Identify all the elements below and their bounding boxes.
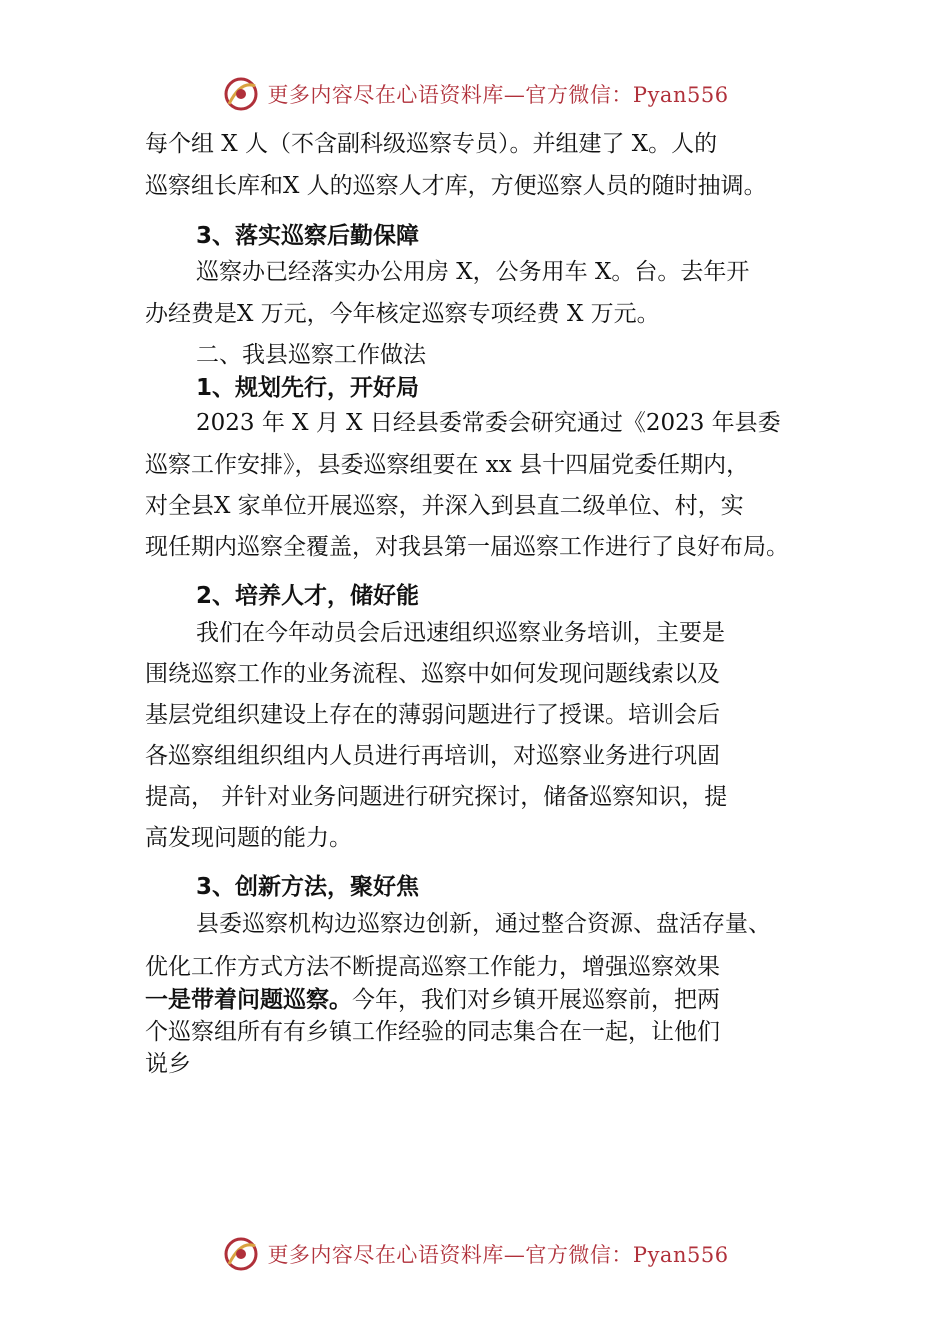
body-line: 对全县X 家单位开展巡察，并深入到县直二级单位、村，实	[145, 493, 744, 519]
section-heading: 3、创新方法，聚好焦	[196, 874, 420, 900]
body-line: 巡察组长库和X 人的巡察人才库，方便巡察人员的随时抽调。	[145, 173, 767, 199]
body-line: 个巡察组所有有乡镇工作经验的同志集合在一起，让他们	[145, 1019, 720, 1045]
section-heading: 1、规划先行，开好局	[196, 375, 420, 401]
body-line: 巡察办已经落实办公用房 X，公务用车 X。台。去年开	[196, 259, 750, 285]
body-line: 2023 年 X 月 X 日经县委常委会研究通过《2023 年县委	[196, 410, 781, 436]
bold-lead: 一是带着问题巡察。	[145, 987, 352, 1013]
banner-text: 更多内容尽在心语资料库—官方微信：Pyan556	[267, 1243, 729, 1267]
header-banner	[0, 72, 950, 116]
body-line: 高发现问题的能力。	[145, 825, 352, 851]
banner-text: 更多内容尽在心语资料库—官方微信：Pyan556	[267, 83, 729, 107]
logo-icon	[221, 1234, 261, 1274]
section-heading: 二、我县巡察工作做法	[196, 342, 426, 368]
section-heading: 3、落实巡察后勤保障	[196, 223, 420, 249]
body-line: 办经费是X 万元，今年核定巡察专项经费 X 万元。	[145, 301, 660, 327]
body-line: 县委巡察机构边巡察边创新，通过整合资源、盘活存量、	[196, 911, 771, 937]
body-line: 说乡	[145, 1051, 191, 1077]
footer-banner	[0, 1232, 950, 1276]
body-line: 围绕巡察工作的业务流程、巡察中如何发现问题线索以及	[145, 661, 720, 687]
body-line: 我们在今年动员会后迅速组织巡察业务培训，主要是	[196, 620, 725, 646]
body-line: 现任期内巡察全覆盖，对我县第一届巡察工作进行了良好布局。	[145, 534, 789, 560]
body-line: 各巡察组组织组内人员进行再培训，对巡察业务进行巩固	[145, 743, 720, 769]
body-line: 巡察工作安排》，县委巡察组要在 xx 县十四届党委任期内，	[145, 452, 750, 478]
logo-icon	[221, 74, 261, 114]
body-line: 提高， 并针对业务问题进行研究探讨，储备巡察知识，提	[145, 784, 728, 810]
section-heading: 2、培养人才，储好能	[196, 583, 420, 609]
body-line	[145, 984, 720, 1016]
body-line: 基层党组织建设上存在的薄弱问题进行了授课。培训会后	[145, 702, 720, 728]
body-line: 优化工作方式方法不断提高巡察工作能力，增强巡察效果	[145, 954, 720, 980]
body-line: 每个组 X 人（不含副科级巡察专员）。并组建了 X。人的	[145, 131, 718, 157]
body-text: 今年，我们对乡镇开展巡察前，把两	[352, 987, 720, 1013]
